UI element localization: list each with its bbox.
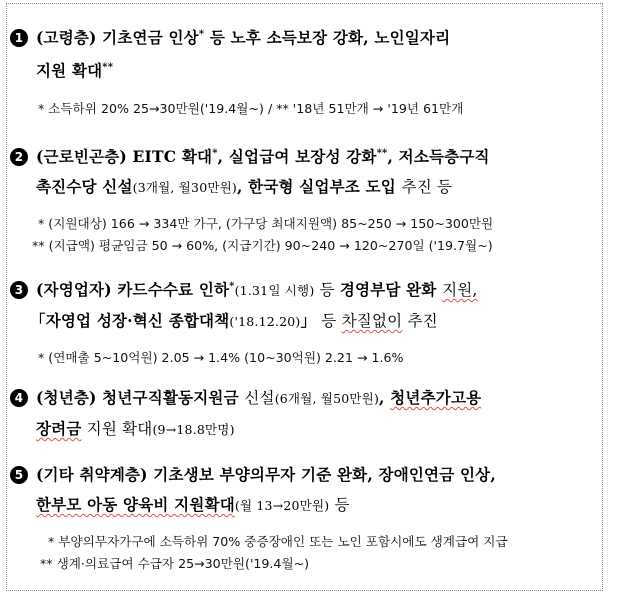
item-4 [10,383,592,445]
item-1-text-a: (고령층) 기초연금 인상 [36,28,199,48]
item-2-text-f: 추진 등 [401,178,453,197]
item-2-text-d: 촉진수당 신설 [36,177,133,197]
item-3-text-g: 등 [316,312,342,331]
item-2-sup-b: ** [376,148,388,159]
item-1-line-1 [10,20,592,53]
item-2-line-1 [10,139,592,172]
item-2-text-e: , 한국형 실업부조 도입 [236,177,402,197]
item-3-text-f: 」 [300,311,317,331]
item-3-text-e: 「자영업 성장·혁신 종합대책 [30,311,230,331]
item-4-text-f: 지원 확대 [81,420,153,438]
item-2-note-1: * (지원대상) 166 → 334만 가구, (가구당 최대지원액) 85~250 → 150~300만원 [38,216,494,232]
item-3-line-2 [10,306,592,337]
item-4-text-d: 청년추가고용 [390,388,482,407]
item-2-marker: 2 [10,148,28,166]
item-2-line-2 [10,172,592,203]
item-3-sub-a: (1.31일 시행) [234,283,315,299]
item-4-text-e: 장려금 [36,419,82,438]
item-2-text-a: (근로빈곤층) EITC 확대 [36,147,213,167]
item-3-text-c: 경영부담 완화 [339,280,443,300]
item-2-sup-a: * [212,148,218,159]
item-1-note-1: * 소득하위 20% 25→30만원('19.4월~) / ** '18년 51만개 → '19년 61만개 [38,101,464,117]
item-4-marker: 4 [10,389,28,407]
item-5-note-1: * 부양의무자가구에 소득하위 70% 중증장애인 또는 노인 포함시에도 생계급여 지급 [48,534,508,549]
item-1-sup-b: ** [102,62,114,74]
item-5-line-2 [10,490,592,521]
item-2-sub-a: (3개월, 월30만원) [132,180,237,196]
item-1-marker: 1 [10,29,28,47]
item-3-note-1: * (연매출 5~10억원) 2.05 → 1.4% (10~30억원) 2.21 → 1.6% [38,350,404,366]
item-1-sup-a: * [198,29,205,40]
item-5-sub-a: (월 13→20만원) [234,498,330,513]
item-4-sub-a: (6개월, 월50만원) [274,391,380,406]
item-3-text-h: 차질없이 [341,312,403,331]
item-3-text-b: 등 [314,281,340,300]
item-5 [10,460,592,575]
item-3 [10,272,592,369]
item-3-text-a: (자영업자) 카드수수료 인하 [36,280,230,300]
item-1 [10,20,592,120]
item-3-text-d: 지원, [442,281,478,300]
item-5-text-c: 등 [329,496,350,514]
item-3-marker: 3 [10,281,28,299]
item-1-text-b: 등 노후 소득보장 강화, 노인일자리 [204,28,451,48]
item-2 [10,139,592,257]
item-5-text-b: 한부모 아동 양육비 지원확대 [36,495,235,514]
item-5-marker: 5 [10,466,28,484]
item-4-text-c: , [379,388,391,407]
item-3-text-i: 추진 [402,312,438,331]
item-1-line-2 [10,53,592,86]
item-3-sup-a: * [229,281,235,292]
item-4-text-a: (청년층) 청년구직활동지원금 [36,388,245,407]
item-2-text-b: , 실업급여 보장성 강화 [217,147,377,167]
item-2-note-2: ** (지급액) 평균임금 50 → 60%, (지급기간) 90~240 → 120~270일 ('19.7월~) [32,238,493,254]
item-1-text-c: 지원 확대 [36,61,103,81]
item-4-line-1 [10,383,592,414]
item-4-sub-b: (9→18.8만명) [152,422,235,437]
item-3-line-1 [10,272,592,306]
item-4-text-b: 신설 [244,389,275,407]
item-2-text-c: , 저소득층구직 [387,147,490,167]
item-5-line-1 [10,460,592,490]
item-4-line-2 [10,414,592,445]
item-3-sub-b: ('18.12.20) [229,314,301,330]
item-5-note-2: ** 생계·의료급여 수급자 25→30만원('19.4월~) [40,556,310,571]
item-5-text-a: (기타 취약계층) 기초생보 부양의무자 기준 완화, 장애인연금 인상, [36,465,496,484]
